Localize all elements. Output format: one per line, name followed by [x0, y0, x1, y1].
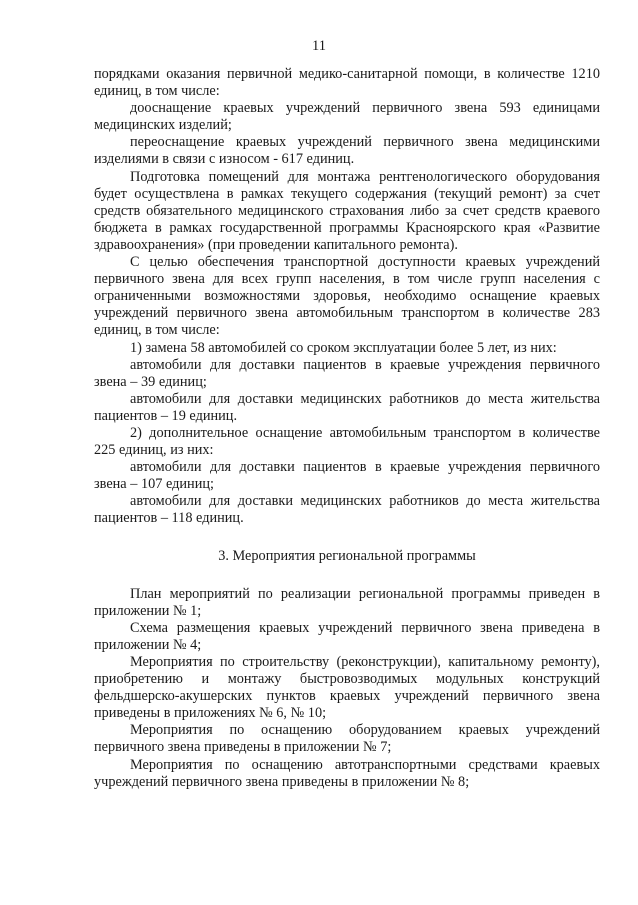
paragraph: План мероприятий по реализации региональной программы приведен в приложении № 1; [94, 585, 600, 619]
paragraph: дооснащение краевых учреждений первичного звена 593 единицами медицинских изделий; [94, 100, 600, 134]
paragraph: Подготовка помещений для монтажа рентгенологического оборудования будет осуществлена в рамках текущего содержания (текущий ремонт) за счет средств обязательного медицинского страхования либо за счет средств краевого бюджета в рамках государственной программы Красноярского края «Развитие здравоохранения» (при проведении капитального ремонта). [94, 168, 600, 253]
paragraph: Схема размещения краевых учреждений первичного звена приведена в приложении № 4; [94, 619, 600, 653]
page-number: 11 [312, 38, 326, 54]
section-heading: 3. Мероприятия региональной программы [218, 547, 476, 564]
paragraph: С целью обеспечения транспортной доступности краевых учреждений первичного звена для всех групп населения, в том числе групп населения с ограниченными возможностями здоровья, необходимо оснащение краевых учреждений первичного звена автомобильным транспортом в количестве 283 единиц, в том числе: [94, 254, 600, 339]
paragraph: 2) дополнительное оснащение автомобильным транспортом в количестве 225 единиц, из них: [94, 424, 600, 459]
paragraph: 1) замена 58 автомобилей со сроком эксплуатации более 5 лет, из них: [130, 339, 557, 356]
paragraph: автомобили для доставки медицинских работников до места жительства пациентов – 118 единиц. [94, 493, 600, 527]
paragraph: порядками оказания первичной медико-санитарной помощи, в количестве 1210 единиц, в том числе: [94, 66, 600, 100]
paragraph: Мероприятия по оснащению автотранспортными средствами краевых учреждений первичного звена приведены в приложении № 8; [94, 756, 600, 790]
paragraphs-top [94, 66, 600, 528]
paragraph: Мероприятия по строительству (реконструкции), капитальному ремонту), приобретению и монтажу быстровозводимых модульных конструкций фельдшерско-акушерских пунктов краевых учреждений первичного звена приведены в приложениях № 6, № 10; [94, 654, 600, 722]
paragraph: автомобили для доставки медицинских работников до места жительства пациентов – 19 единиц. [94, 390, 600, 424]
document-body [94, 66, 600, 791]
paragraph: автомобили для доставки пациентов в краевые учреждения первичного звена – 107 единиц; [94, 459, 600, 493]
paragraph: переоснащение краевых учреждений первичного звена медицинскими изделиями в связи с износом - 617 единиц. [94, 134, 600, 168]
paragraph: Мероприятия по оснащению оборудованием краевых учреждений первичного звена приведены в приложении № 7; [94, 722, 600, 756]
paragraph: автомобили для доставки пациентов в краевые учреждения первичного звена – 39 единиц; [94, 356, 600, 390]
paragraphs-bottom [94, 586, 600, 791]
